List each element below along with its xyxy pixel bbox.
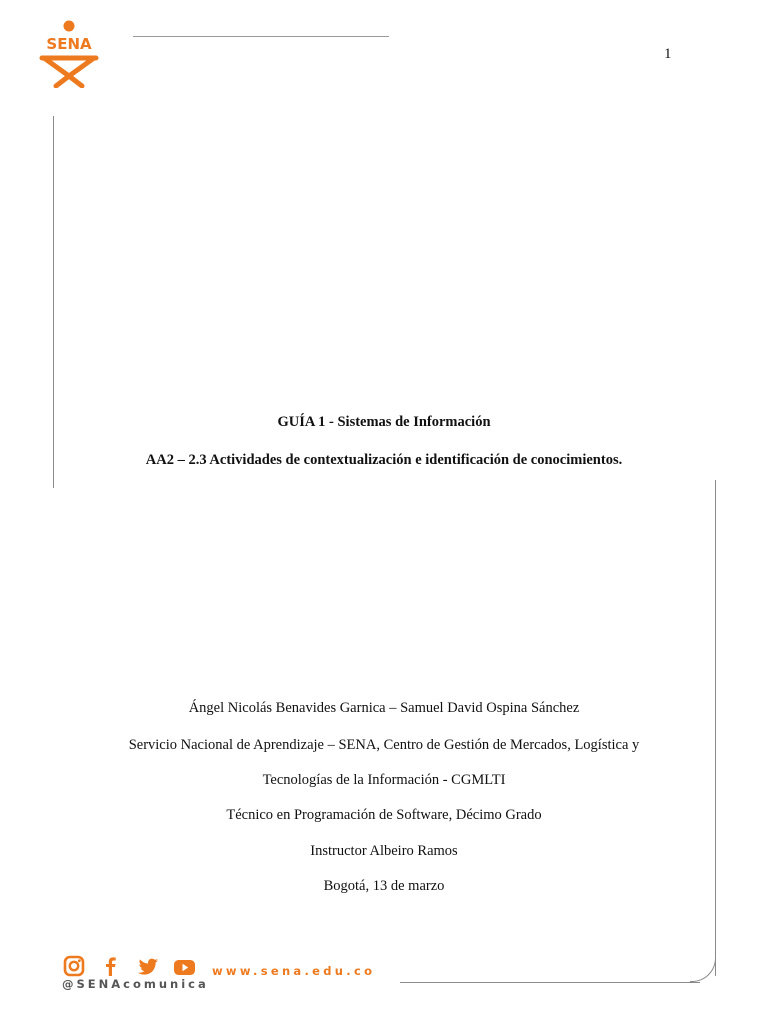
authors: Ángel Nicolás Benavides Garnica – Samuel David Ospina Sánchez xyxy=(188,700,580,716)
corner-curve xyxy=(690,956,716,982)
bottom-margin-line xyxy=(400,982,700,983)
activity-title: AA2 – 2.3 Actividades de contextualización e identificación de conocimientos. xyxy=(145,452,623,468)
right-margin-line xyxy=(715,480,716,976)
footer-url[interactable]: www.sena.edu.co xyxy=(212,964,376,978)
institution-line-1: Servicio Nacional de Aprendizaje – SENA, Centro de Gestión de Mercados, Logística y xyxy=(128,737,640,753)
institution-line-2: Tecnologías de la Información - CGMLTI xyxy=(262,772,506,788)
guide-title: GUÍA 1 - Sistemas de Información xyxy=(277,414,491,430)
header-divider xyxy=(133,36,389,37)
page-number: 1 xyxy=(664,46,672,62)
footer-social-handle: @SENAcomunica xyxy=(62,977,209,991)
place-date: Bogotá, 13 de marzo xyxy=(323,878,445,894)
instructor: Instructor Albeiro Ramos xyxy=(310,843,458,859)
logo-text: SENA xyxy=(46,35,92,53)
sena-logo xyxy=(36,20,102,88)
left-margin-line xyxy=(53,116,54,488)
program: Técnico en Programación de Software, Décimo Grado xyxy=(226,807,542,823)
